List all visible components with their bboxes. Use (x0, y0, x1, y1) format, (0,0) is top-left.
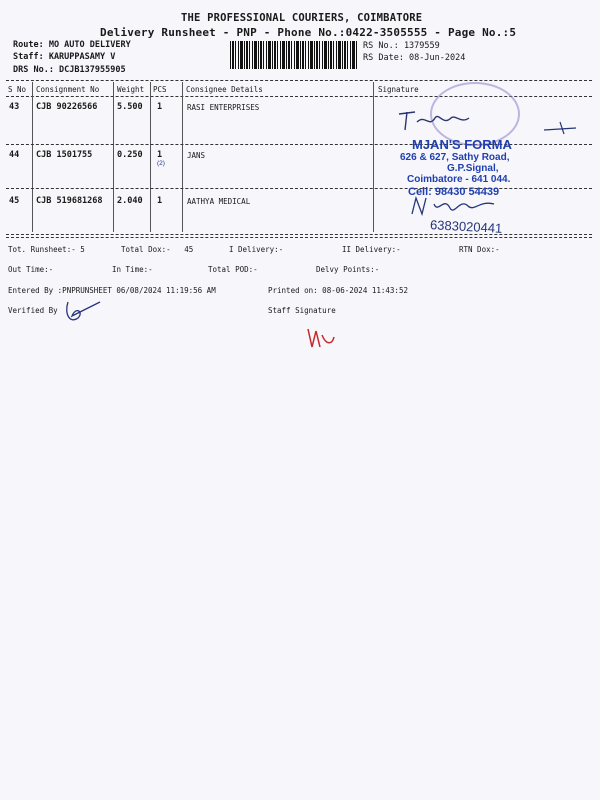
column-rule (113, 82, 114, 232)
row-consignee: JANS (187, 151, 206, 160)
signature-row-43 (395, 104, 475, 134)
row-pcs: 1 (157, 150, 163, 160)
pcs-handwritten-note: (2) (157, 160, 165, 167)
col-signature: Signature (378, 85, 419, 94)
column-rule (373, 82, 374, 232)
printed-on: Printed on: 08-06-2024 11:43:52 (268, 286, 408, 295)
column-rule (32, 82, 33, 232)
in-time: In Time:- (112, 265, 153, 274)
col-weight: Weight (117, 85, 145, 94)
row-consignment: CJB 1501755 (36, 150, 93, 160)
drs-number: DRS No.: DCJB137955905 (13, 65, 126, 75)
barcode (230, 41, 357, 69)
col-consignment: Consignment No (36, 85, 100, 94)
divider (6, 188, 592, 189)
row-consignment: CJB 90226566 (36, 102, 98, 112)
signature-row-45 (408, 192, 508, 222)
company-title: THE PROFESSIONAL COURIERS, COIMBATORE (181, 12, 423, 24)
entered-by: Entered By :PNPRUNSHEET 06/08/2024 11:19:56 AM (8, 286, 216, 295)
divider (6, 234, 592, 235)
divider (6, 80, 592, 81)
staff-signature-mark (304, 325, 338, 351)
delvy-points: Delvy Points:- (316, 265, 380, 274)
verified-signature (60, 298, 110, 328)
pen-mark (540, 118, 580, 138)
out-time: Out Time:- (8, 265, 54, 274)
runsheet-subtitle: Delivery Runsheet - PNP - Phone No.:0422-3505555 - Page No.:5 (100, 26, 517, 39)
total-dox: Total Dox:- 45 (121, 245, 194, 254)
row-sno: 43 (9, 102, 20, 112)
stamp-name: MJAN'S FORMA (412, 137, 512, 152)
stamp-address-2: G.P.Signal, (447, 163, 499, 174)
stamp-address-1: 626 & 627, Sathy Road, (400, 152, 510, 163)
rtn-dox: RTN Dox:- (459, 245, 500, 254)
row-sno: 44 (9, 150, 20, 160)
col-consignee: Consignee Details (186, 85, 263, 94)
i-delivery: I Delivery:- (229, 245, 284, 254)
row-consignee: AATHYA MEDICAL (187, 197, 251, 206)
stamp-city: Coimbatore - 641 044. (407, 174, 511, 185)
column-rule (150, 82, 151, 232)
column-rule (182, 82, 183, 232)
row-pcs: 1 (157, 102, 163, 112)
handwritten-phone: 6383020441 (429, 217, 503, 236)
col-pcs: PCS (153, 85, 167, 94)
staff-signature-label: Staff Signature (268, 306, 336, 315)
total-pod: Total POD:- (208, 265, 258, 274)
stamp-cell: Cell: 98430 54439 (408, 186, 500, 198)
ii-delivery: II Delivery:- (342, 245, 401, 254)
staff-label: Staff: KARUPPASAMY V (13, 52, 116, 62)
rs-number: RS No.: 1379559 (363, 41, 440, 51)
row-weight: 0.250 (117, 150, 143, 160)
row-sno: 45 (9, 196, 20, 206)
row-weight: 2.040 (117, 196, 143, 206)
route-label: Route: MO AUTO DELIVERY (13, 40, 131, 50)
row-weight: 5.500 (117, 102, 143, 112)
row-consignee: RASI ENTERPRISES (187, 103, 260, 112)
verified-by: Verified By (8, 306, 58, 315)
row-consignment: CJB 519681268 (36, 196, 103, 206)
total-runsheet: Tot. Runsheet:- 5 (8, 245, 85, 254)
rs-date: RS Date: 08-Jun-2024 (363, 53, 466, 63)
col-sno: S No (8, 85, 27, 94)
row-pcs: 1 (157, 196, 163, 206)
divider (6, 237, 592, 238)
